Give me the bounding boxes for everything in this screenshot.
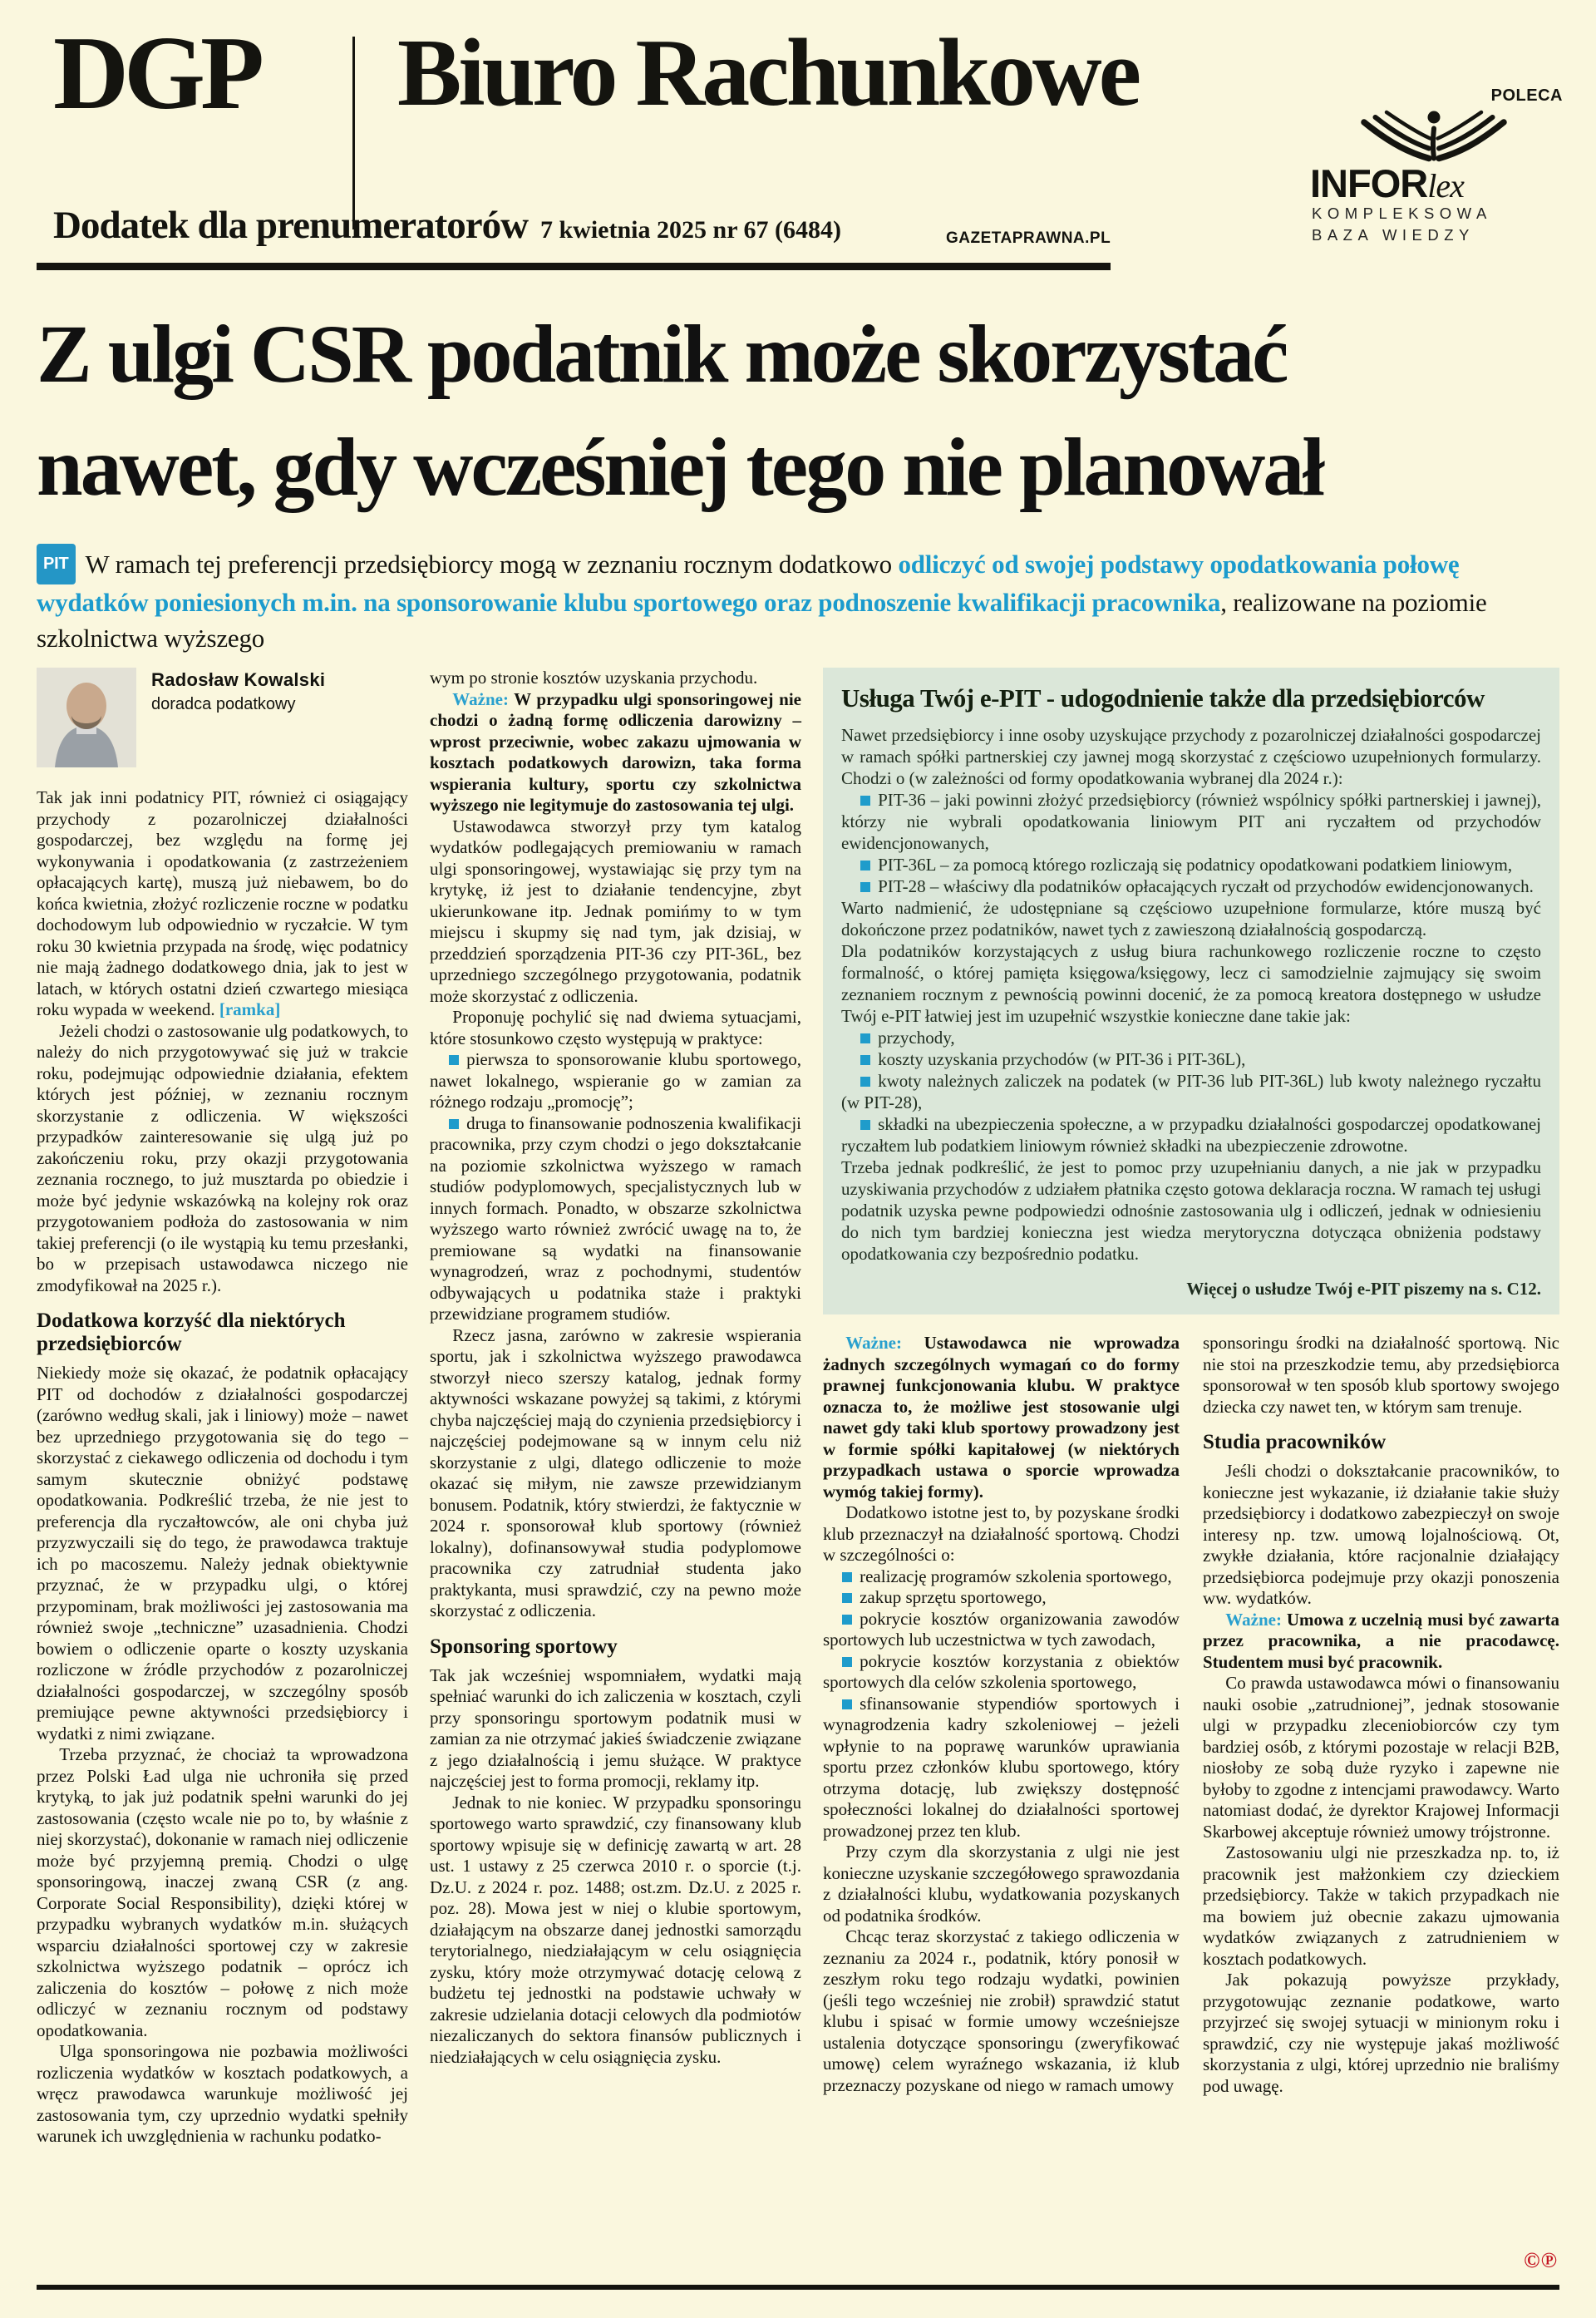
bullet-item: zakup sprzętu sportowego, (823, 1587, 1180, 1609)
article-body (37, 668, 1559, 2285)
infor-wordmark (1305, 161, 1563, 205)
box-title: Usługa Twój e-PIT - udogodnienie także dla przedsiębiorców (841, 683, 1485, 713)
lead-highlight: odliczyć od swojej podstawy opodatkowania połowę wydatków poniesionych m.in. na sponsorowanie klubu sportowego oraz podnoszenie kwalifikacji pracownika (37, 550, 1460, 617)
author-box (37, 668, 408, 767)
bullet-item: PIT-36L – za pomocą którego rozliczają się podatnicy opodatkowani podatkiem liniowym, (841, 854, 1541, 875)
bullet-item: pierwsza to sponsorowanie klubu sportowego, nawet lokalnego, wspieranie go w zamian za różnego rodzaju „promocję”; (430, 1049, 801, 1112)
section-heading: Studia pracowników (1203, 1431, 1387, 1453)
twoj-epit-box (823, 668, 1559, 1314)
infor-text: INFOR (1310, 161, 1428, 205)
bullet-item: koszty uzyskania przychodów (w PIT-36 i PIT-36L), (841, 1048, 1541, 1070)
paragraph: Dla podatników korzystających z usług biura rachunkowego rozliczenie roczne to często formalność, o której pamięta księgowa/księgowy, lecz ci samodzielnie zajmujący się swoim zeznaniem rocznym z pewnością powinni docenić, że za pomocą kreatora dostępnego w usłudze Twój e-PIT łatwiej jest im uzupełnić wszystkie konieczne dane takie jak: (841, 941, 1541, 1026)
section-heading: Dodatkowa korzyść dla niektórych przedsiębiorców (37, 1309, 346, 1355)
paragraph: Ustawodawca stworzył przy tym katalog wydatków podlegających premiowaniu w ramach ulgi sponsoringowej, wystawiając się przy tym na krytykę, iż jest to działanie tendencyjne, zbyt ukierunkowane itp. Jednak pomińmy to w tym miejscu i skupmy się nad tym, jak dzisiaj, w przeddzień sporządzenia PIT-36 czy PIT-36L, bez uprzedniego szczególnego przygotowania, podatnik może skorzystać z odliczenia. (430, 816, 801, 1006)
paragraph: Jak pokazują powyższe przykłady, przygotowując zeznanie podatkowe, warto przyjrzeć się swojej sytuacji w minionym roku i sprawdzić, czy nie występuje jakaś możliwość skorzystania z ulgi, której uprzednio nie braliśmy pod uwagę. (1203, 1970, 1559, 2096)
section-heading: Sponsoring sportowy (430, 1635, 618, 1658)
site-url: GAZETAPRAWNA.PL (946, 229, 1111, 247)
bullet-item: realizację programów szkolenia sportowego, (823, 1566, 1180, 1588)
paragraph: Proponuję pochylić się nad dwiema sytuacjami, które stosunkowo często występują w praktyce: (430, 1007, 801, 1048)
lower-columns (823, 1333, 1559, 2285)
issue-date: 7 kwietnia 2025 nr 67 (6484) (540, 216, 841, 244)
paragraph: Chcąc teraz skorzystać z takiego odliczenia w zeznaniu za 2024 r., podatnik, który ponosił w zeszłym roku tego rodzaju wydatki, powinien (jeśli tego wcześniej nie zrobił) sprawdzić statut klubu i spisać w formie umowy wcześniejsze ustalenia dotyczące sponsoringu (zweryfikować umowę) celem wyraźnego wskazania, iż klub przeznaczy pozyskane od niego w ramach umowy (823, 1926, 1180, 2095)
copyright-mark: ©℗ (1524, 2248, 1558, 2272)
paragraph: Co prawda ustawodawca mówi o finansowaniu nauki osobie „zatrudnionej”, jednak stosowanie ulgi w przypadku zleceniobiorców czy tym bardziej osób, z którymi pozostaje w relacji B2B, niosłoby ze sobą duże ryzyko i zapewne nie byłoby to zgodne z intencjami prawodawcy. Warto natomiast dodać, że dyrektor Krajowej Informacji Skarbowej akceptuje również umowy trójstronne. (1203, 1673, 1559, 1842)
author-portrait (37, 668, 136, 767)
paragraph: Jeśli chodzi o dokształcanie pracowników, to konieczne jest wykazanie, iż działanie takie służy przedsiębiorcy i dodatkowo zabezpieczył on swoje interesy np. tzw. umową lojalnościową. Ot, zwykłe działania, które racjonalnie działający przedsiębiorca podejmuje przy okazji ponoszenia ww. wydatków. (1203, 1461, 1559, 1608)
important-label: Ważne: (1225, 1609, 1282, 1630)
paragraph: Tak jak wcześniej wspomniałem, wydatki mają spełniać warunki do ich zaliczenia w kosztach, czyli przy sponsoringu sportowym podatnik musi w zamian za nie otrzymać jakieś świadczenie związane z jego działalnością i jemu służące. W praktyce najczęściej jest to forma promocji, reklamy itp. (430, 1665, 801, 1791)
important-label: Ważne: (845, 1333, 902, 1353)
bullet-item: przychody, (841, 1027, 1541, 1048)
author-photo (37, 668, 136, 767)
bullet-item: PIT-36 – jaki powinni złożyć przedsiębiorcy (również wspólnicy spółki partnerskiej i jawnej), którzy nie wybrali opodatkowania liniowym PIT ani ryczałtem od przychodów ewidencjonowanych, (841, 790, 1541, 853)
important-label: Ważne: (452, 688, 509, 709)
paragraph: Zastosowaniu ulgi nie przeszkadza np. to, iż pracownik jest małżonkiem czy dzieckiem przedsiębiorcy. Także w takich przypadkach nie ma bowiem już obecnie zakazu ujmowania wydatków związanych z zatrudnieniem w kosztach podatkowych. (1203, 1842, 1559, 1969)
column-3 (823, 1333, 1180, 2285)
author-meta (151, 668, 325, 767)
see-more-reference: Więcej o usłudze Twój e-PIT piszemy na s. C12. (1186, 1279, 1541, 1299)
bullet-item: pokrycie kosztów organizowania zawodów sportowych lub uczestnictwa w tych zawodach, (823, 1608, 1180, 1650)
paragraph: sponsoringu środki na działalność sportową. Nic nie stoi na przeszkodzie temu, aby przedsiębiorca sponsorował w ten sposób klub sportowy swojego dziecka czy nawet ten, w którym sam trenuje. (1203, 1333, 1559, 1417)
paragraph: Rzecz jasna, zarówno w zakresie wspierania sportu, jak i szkolnictwa wyższego prawodawca stworzył nieco szerszy katalog, jednak formy aktywności wskazane powyżej są takimi, z którymi chyba najczęściej mają do czynienia przedsiębiorcy i najczęściej podejmowane są w innym celu niż skorzystanie z ulgi, dlatego odliczenie to może okazać się miłym, nie zawsze przewidzianym bonusem. Podatnik, który stwierdzi, że faktycznie w 2024 r. sponsorował klub sportowy (również lokalny), dofinansowywał studia podyplomowe pracownika czy zatrudniał studenta jako praktykanta, musi sprawdzić, czy na pewno może skorzystać z odliczenia. (430, 1324, 801, 1620)
paragraph: wym po stronie kosztów uzyskania przychodu. (430, 668, 758, 688)
bullet-item: pokrycie kosztów korzystania z obiektów sportowych dla celów szkolenia sportowego, (823, 1650, 1180, 1692)
important-text: Ustawodawca nie wprowadza żadnych szczególnych wymagań co do formy prawnej funkcjonowania klubu. W praktyce oznacza to, że możliwe jest stosowanie ulgi nawet gdy taki klub sportowy prowadzony jest w formie spółki kapitałowej (w niektórych przypadkach ustawa o sporcie wprowadza wymóg takiej formy). (823, 1333, 1180, 1502)
paragraph (37, 787, 408, 1021)
author-role: doradca podatkowy (151, 694, 296, 713)
paragraph: Niekiedy może się okazać, że podatnik opłacający PIT od dochodów z działalności gospodarczej (zarówno według skali, jak i liniowy) może – nawet bez uprzedniego przygotowania się do tego – skorzystać z ciekawego odliczenia od dochodu i tym samym skutecznie obniżyć podstawę opodatkowania. Podkreślić trzeba, że nie jest to preferencja dla ryczałtowców, ale oni chyba już przyzwyczaili się do tego, że prawodawca traktuje ich po macoszemu. Należy jednak obiektywnie przyznać, że w przypadku ulgi, o której przypominam, brak możliwości jej zastosowania ma również swoje „techniczne” uzasadnienia. Chodzi bowiem o odliczenie oparte o koszty uzyskania rozliczone w źródle przychodów z pozarolniczej działalności gospodarczej, w szczególny sposób premiujące pewne aktywności przedsiębiorcy i wydatki z nimi związane. (37, 1363, 408, 1743)
paragraph: Jednak to nie koniec. W przypadku sponsoringu sportowego warto sprawdzić, czy finansowany klub sportowy wpisuje się w definicję zawartą w art. 28 ust. 1 ustawy z 25 czerwca 2010 r. o sporcie (t.j. Dz.U. z 2024 r. poz. 1488; ost.zm. Dz.U. z 2025 r. poz. 28). Mowa jest w niej o klubie sportowym, działającym na obszarze danej jednostki samorządu terytorialnego, niedziałającym w celu osiągnięcia zysku, który może otrzymywać dotację celową z budżetu tej jednostki na podstawie uchwały w zakresie udzielania dotacji celowych dla podmiotów niezaliczanych do sektora finansów publicznych i niedziałających w celu osiągnięcia zysku. (430, 1792, 801, 2067)
infor-tagline-1: KOMPLEKSOWA (1312, 205, 1492, 222)
lead-text: W ramach tej preferencji przedsiębiorcy mogą w zeznaniu rocznym dodatkowo (85, 550, 899, 579)
bullet-item: sfinansowanie stypendiów sportowych i wynagrodzenia kadry szkoleniowej – jeżeli wpłynie to na poprawę warunków uprawiania sportu przez członków klubu sportowego, który otrzyma dotację, lub zwiększy dostępność społeczności lokalnej do działalności sportowej prowadzonej przez ten klub. (823, 1693, 1180, 1841)
important-note (1203, 1610, 1559, 1674)
headline-line-1: Z ulgi CSR podatnik może skorzystać (37, 308, 1287, 400)
ramka-tag: [ramka] (219, 999, 281, 1019)
infor-lex-text: lex (1427, 167, 1464, 205)
poleca-label: POLECA (1490, 86, 1563, 105)
paragraph-text: Tak jak inni podatnicy PIT, również ci osiągający przychody z pozarolniczej działalności gospodarczej, bez względu na formę jej wykonywania i opodatkowania (z zastrzeżeniem opłacających kartę), muszą już niebawem, bo do końca kwietnia, złożyć rozliczenie roczne w podatku dochodowym lub odpowiednio w ryczałcie. W tym roku 30 kwietnia przypada na środę, więc podatnicy nie mają żadnego dodatkowego dnia, jak to jest w latach, w których ostatni dzień czwartego miesiąca roku wypada w weekend. (37, 787, 408, 1019)
author-name: Radosław Kowalski (151, 669, 326, 690)
masthead (0, 0, 1596, 276)
inforlex-logo (1305, 86, 1563, 246)
paragraph: Ulga sponsoringowa nie pozbawia możliwości rozliczenia wydatków w kosztach podatkowych, a wręcz prawodawca warunkuje możliwość jej zastosowania tym, czy uprzednio wydatki spełniły warunek ich uwzględnienia w rachunku podatko- (37, 2041, 408, 2146)
infor-tagline-2: BAZA WIEDZY (1312, 226, 1475, 244)
paragraph: Dodatkowo istotne jest to, by pozyskane środki klub przeznaczył na działalność sportową. Chodzi w szczególności o: (823, 1502, 1180, 1565)
column-2 (430, 668, 801, 2285)
paragraph: Przy czym dla skorzystania z ulgi nie jest konieczne uzyskanie szczegółowego sprawozdania z działalności klubu, wydatkowania pozyskanych od podatnika środków. (823, 1842, 1180, 1926)
paragraph: Nawet przedsiębiorcy i inne osoby uzyskujące przychody z pozarolniczej działalności gospodarczej w ramach spółki partnerskiej czy jawnej mogą skorzystać z częściowo uzupełnionych formularzy. Chodzi o (w zależności od formy opodatkowania wybranej dla 2024 r.): (841, 725, 1541, 788)
supplement-title: Biuro Rachunkowe (397, 20, 1139, 126)
headline-line-2: nawet, gdy wcześniej tego nie planował (37, 421, 1323, 513)
lead-text-end: , realizowane na poziomie szkolnictwa wyższego (37, 588, 1487, 653)
page-bottom-rule (37, 2285, 1559, 2290)
important-text: W przypadku ulgi sponsoringowej nie chodzi o żadną formę odliczenia darowizny – wprost przeciwnie, wobec zakazu ujmowania w kosztach podatkowych darowizn, taka forma wspierania kultury, sportu czy szkolnictwa wyższego nie legitymuje do zastosowania tej ulgi. (430, 688, 801, 815)
pit-badge: PIT (37, 544, 76, 584)
important-note (823, 1333, 1180, 1502)
paragraph: Jeżeli chodzi o zastosowanie ulg podatkowych, to należy do nich przygotowywać się już w trakcie roku, podejmując odpowiednie działania, efektem których jest później, w zeznaniu rocznym skorzystanie z odliczenia. W większości przypadków zainteresowanie się ulgą już po zakończeniu roku, przy okazji przygotowania zeznania rocznego, to już musztarda po obiedzie i może być jedynie wskazówką na kolejny rok oraz przygotowaniem podłoża do zastosowania w nim takiej preferencji (o ile wystąpią ku temu przesłanki, bo w przepisach ustawodawca niczego nie zmodyfikował na 2025 r.). (37, 1020, 408, 1295)
column-1 (37, 668, 408, 2285)
paragraph: Trzeba jednak podkreślić, że jest to pomoc przy uzupełnianiu danych, a nie jak w przypadku uzyskiwania przychodów z udziałem płatnika często gotowa deklaracja roczna. W ramach tej usługi podatnik uzyska pewne podpowiedzi odnośnie zastosowania ulg i odliczeń, jednak w odniesieniu do nich tym bardziej konieczna jest wiedza merytoryczna dotycząca obniżenia podstawy opodatkowania czy bezpośrednio podatku. (841, 1157, 1541, 1264)
bullet-item: składki na ubezpieczenia społeczne, a w przypadku działalności gospodarczej opodatkowanej ryczałtem lub podatkiem liniowym również składki na ubezpieczenie zdrowotne. (841, 1114, 1541, 1156)
lead-paragraph (37, 544, 1559, 656)
bullet-item: PIT-28 – właściwy dla podatników opłacających ryczałt od przychodów ewidencjonowanych. (841, 875, 1541, 897)
subscriber-subtitle: Dodatek dla prenumeratorów (53, 204, 529, 247)
important-note (430, 689, 801, 816)
paragraph: Warto nadmienić, że udostępniane są częściowo uzupełnione formularze, które muszą być dokończone przez podatników, nawet tych z zawieszoną działalnością gospodarczą. (841, 898, 1541, 940)
main-headline (37, 298, 1559, 524)
inforlex-bird-icon (1359, 107, 1509, 162)
masthead-rule (37, 263, 1111, 270)
column-4 (1203, 1333, 1559, 2285)
dgp-logo: DGP (53, 16, 259, 131)
masthead-divider (352, 37, 355, 229)
paragraph: Trzeba przyznać, że chociaż ta wprowadzona przez Polski Ład ulga nie uchroniła się przed krytyką, to jak już podatnik spełni warunki do jej zastosowania (często wcale nie po to, by właśnie z niej skorzystać), dokonanie w ramach niej odliczenie może być przyjemną premią. Chodzi o ulgę sponsoringową, inaczej zwaną CSR (z ang. Corporate Social Responsibility), dzięki której w przypadku wybranych wydatków m.in. służących wsparciu działalności sportowej czy w zakresie szkolnictwa wyższego podatnik – oprócz ich zaliczenia do kosztów – połowę z nich może odliczyć w zeznaniu rocznym od podstawy opodatkowania. (37, 1744, 408, 2040)
right-columns (823, 668, 1559, 2285)
bullet-item: druga to finansowanie podnoszenia kwalifikacji pracownika, przy czym chodzi o jego dokształcanie na poziomie szkolnictwa wyższego w ramach studiów podyplomowych, specjalistycznych lub w innych formach. Ponadto, w obszarze szkolnictwa wyższego warto również zwrócić uwagę na to, że premiowane są wydatki na finansowanie wynagrodzeń, wraz z pochodnymi, studentów odbywających u podatnika staże i praktyki przewidziane programem studiów. (430, 1112, 801, 1324)
important-text: Umowa z uczelnią musi być zawarta przez pracownika, a nie pracodawcę. Studentem musi być pracownik. (1203, 1609, 1559, 1672)
bullet-item: kwoty należnych zaliczek na podatek (w PIT-36 lub PIT-36L) lub kwoty należnego ryczałtu (w PIT-28), (841, 1071, 1541, 1112)
